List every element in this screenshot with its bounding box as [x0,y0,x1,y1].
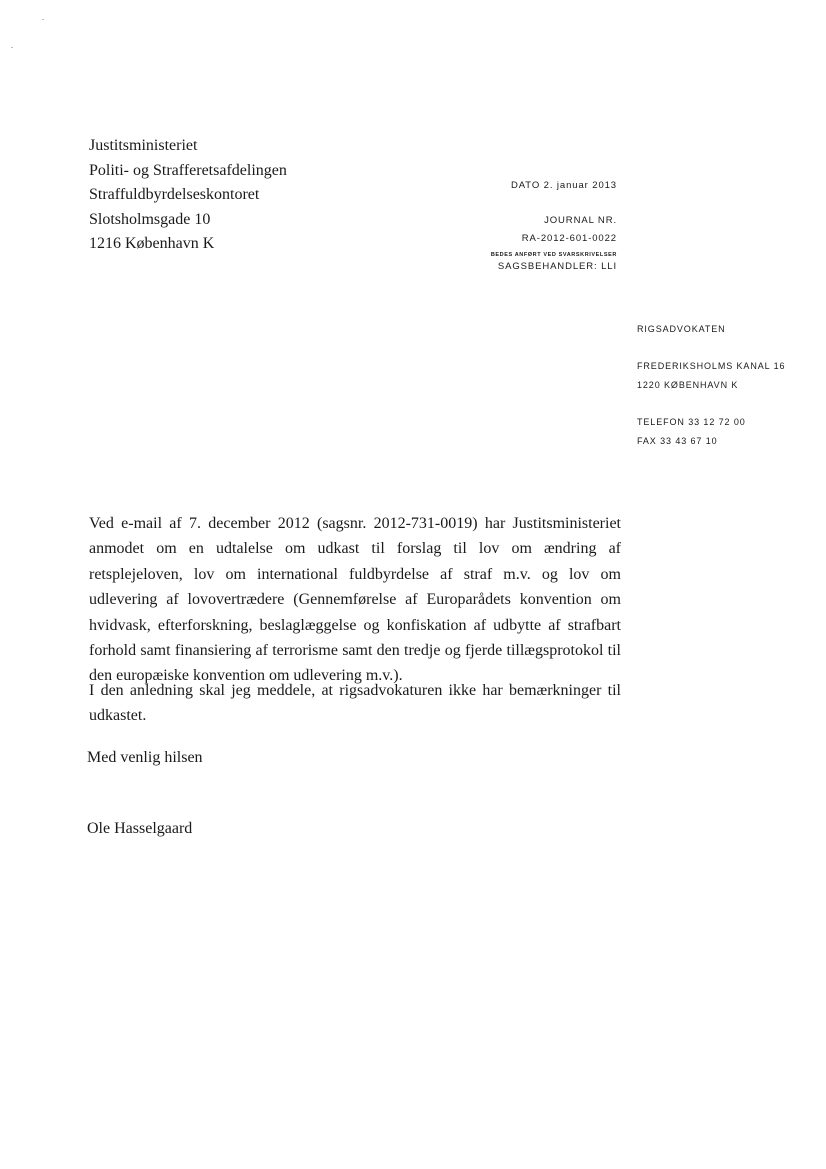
body-paragraph: Ved e-mail af 7. december 2012 (sagsnr. 2012-731-0019) har Justitsministeriet anmodet om en udtalelse om udkast til forslag til lov om ændring af retsplejeloven, lov om international fuldbyrdelse af straf m.v. og lov om udlevering af lovovertrædere (Gennemførelse af Europarådets konvention om hvidvask, efterforskning, beslaglæggelse og konfiskation af udbytte af strafbart forhold samt finansiering af terrorisme samt den tredje og fjerde tillægsprotokol til den europæiske konvention om udlevering m.v.). [89,515,621,685]
addressee-line: Straffuldbyrdelseskontoret [89,186,260,203]
letter-body [89,511,621,689]
sender-block [637,324,785,447]
addressee-line: Slotsholmsgade 10 [89,210,211,228]
scan-speck [42,19,44,20]
addressee-block [89,134,287,257]
signature-name: Ole Hasselgaard [87,820,193,837]
addressee-line: Justitsministeriet [89,137,198,154]
letter-meta [491,180,617,272]
reference-note: BEDES ANFØRT VED SVARSKRIVELSER [490,252,617,258]
sender-org: RIGSADVOKATEN [637,324,726,334]
sender-address-line1: FREDERIKSHOLMS KANAL 16 [637,361,786,371]
journal-number: RA-2012-601-0022 [521,233,617,244]
scan-speck [11,47,13,48]
sender-telephone: TELEFON 33 12 72 00 [637,417,746,427]
sender-fax: FAX 33 43 67 10 [637,436,718,446]
addressee-line: Politi- og Strafferetsafdelingen [89,161,287,179]
letter-body-2 [89,678,621,729]
journal-label: JOURNAL NR. [544,215,617,226]
sender-address-line2: 1220 KØBENHAVN K [637,380,739,390]
date-line: DATO 2. januar 2013 [511,180,617,191]
closing-line: Med venlig hilsen [87,749,203,766]
addressee-line: 1216 København K [89,235,215,252]
case-handler: SAGSBEHANDLER: LLI [497,261,617,272]
body-paragraph: I den anledning skal jeg meddele, at rigsadvokaturen ikke har bemærkninger til udkastet. [89,682,621,725]
